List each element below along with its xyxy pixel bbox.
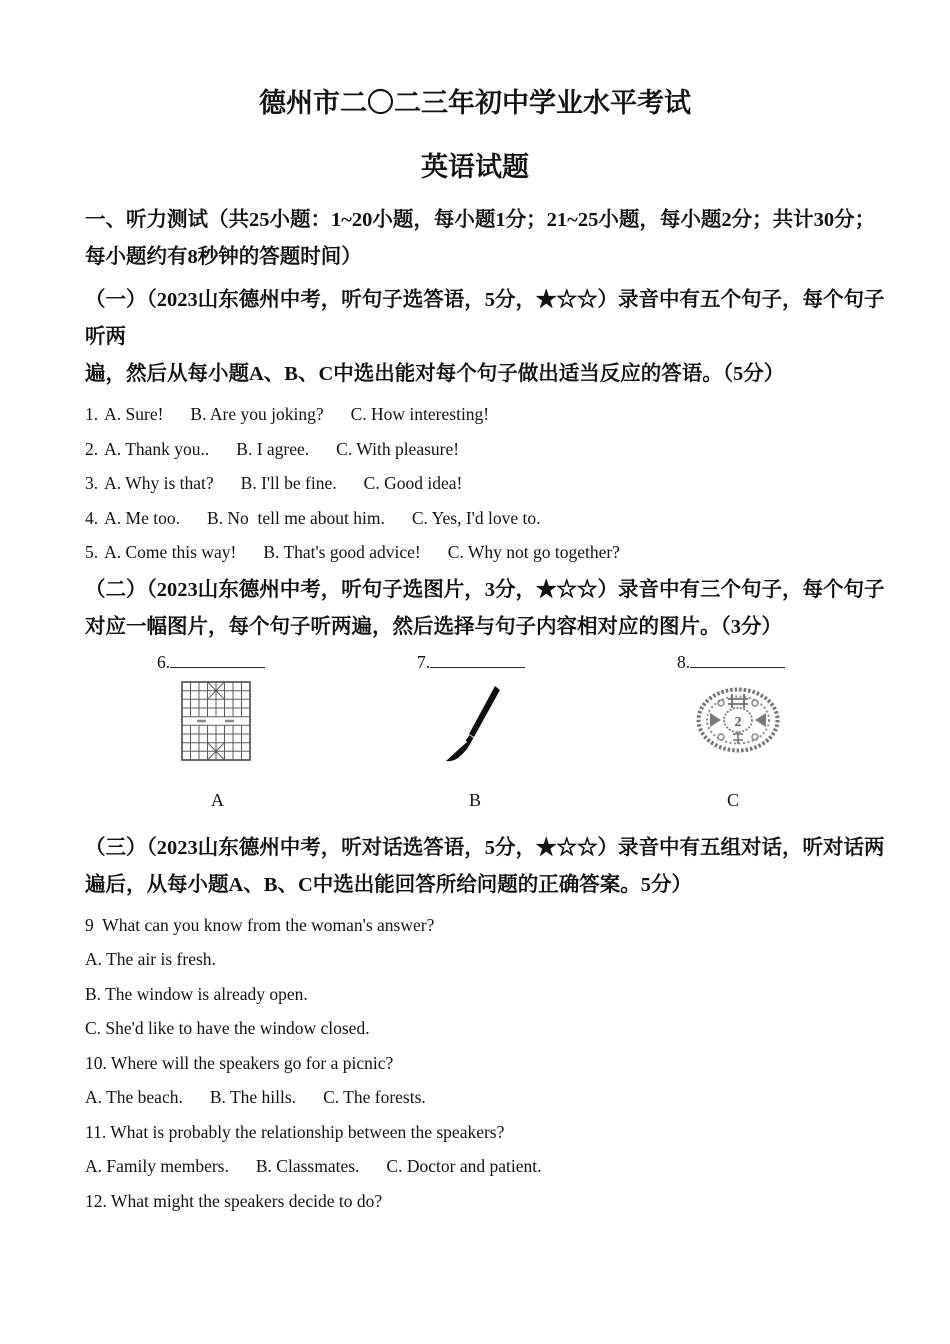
question-2-option-b: B. I agree.: [236, 438, 310, 459]
question-3-option-a: A. Why is that?: [104, 473, 214, 493]
question-4-number: 4.: [85, 507, 99, 528]
picture-label-a: A: [211, 789, 224, 810]
listening-heading-line1: 一、听力测试（共25小题：1~20小题，每小题1分；21~25小题，每小题2分；共计30分；: [85, 209, 876, 231]
question-4-option-a: A. Me too.: [104, 507, 180, 528]
question-11-option-c: C. Doctor and patient.: [386, 1156, 542, 1176]
question-5-row: [85, 535, 865, 570]
question-11-options-row: [85, 1149, 865, 1184]
picture-options-row: [85, 680, 865, 818]
question-10-option-a: A. The beach.: [85, 1087, 183, 1107]
picture-blanks-row: [85, 648, 865, 680]
part1-intro-line1: （一）（2023山东德州中考，听句子选答语，5分，★☆☆）录音中有五个句子，每个句子: [85, 289, 885, 311]
question-4-option-c: C. Yes, I'd love to.: [411, 507, 541, 528]
part3-intro-line2: 遍后，从每小题A、B、C中选出能回答所给问题的正确答案。5分）: [85, 873, 693, 896]
part2-intro-line1: （二）（2023山东德州中考，听句子选图片，3分，★☆☆）录音中有三个句子，每个句子: [85, 578, 885, 601]
question-11-option-b: B. Classmates.: [255, 1156, 360, 1176]
picture-label-b: B: [469, 789, 482, 810]
part1-intro-line2: 听两: [85, 326, 126, 348]
question-11-text: 11. What is probably the relationship between the speakers?: [85, 1121, 505, 1142]
question-9-option-a: A. The air is fresh.: [85, 949, 216, 969]
question-1-option-b: B. Are you joking?: [190, 404, 324, 424]
question-11-option-a: A. Family members.: [85, 1156, 229, 1176]
svg-text:2: 2: [734, 714, 742, 730]
question-5-number: 5.: [85, 542, 99, 562]
blank-6-line: [170, 652, 265, 668]
question-10-options-row: [85, 1080, 865, 1115]
question-10-option-b: B. The hills.: [209, 1087, 297, 1107]
question-3-option-b: B. I'll be fine.: [240, 473, 337, 493]
blank-7: [417, 648, 525, 676]
calligraphy-brush-image: [443, 684, 505, 766]
question-5-option-c: C. Why not go together?: [447, 542, 620, 562]
part1-intro-line3: 遍，然后从每小题A、B、C中选出能对每个句子做出适当反应的答语。（5分）: [85, 363, 785, 385]
question-2-option-c: C. With pleasure!: [336, 438, 460, 459]
question-1-number: 1.: [85, 404, 99, 424]
part3-intro-line1: （三）（2023山东德州中考，听对话选答语，5分，★☆☆）录音中有五组对话，听对话两: [85, 836, 885, 859]
question-3-option-c: C. Good idea!: [363, 473, 463, 493]
blank-7-label: 7.: [417, 651, 431, 672]
question-10-text: 10. Where will the speakers go for a picnic?: [85, 1052, 394, 1073]
listening-heading-line2: 每小题约有8秒钟的答题时间）: [85, 246, 362, 268]
question-1-option-a: A. Sure!: [104, 404, 164, 424]
question-4-row: [85, 501, 865, 536]
blank-8-line: [690, 652, 785, 668]
question-3-number: 3.: [85, 473, 99, 493]
part2-intro-line2: 对应一幅图片，每个句子听两遍，然后选择与句子内容相对应的图片。（3分）: [85, 615, 782, 638]
question-2-option-a: A. Thank you..: [104, 438, 210, 459]
question-2-number: 2.: [85, 438, 99, 459]
question-4-option-b: B. No tell me about him.: [206, 507, 385, 528]
xiangqi-chessboard-image: [180, 680, 254, 764]
question-9-text: 9 What can you know from the woman's answer?: [85, 914, 435, 935]
question-2-row: [85, 432, 865, 467]
round-papercut-image: [695, 686, 781, 754]
question-9-option-c: C. She'd like to have the window closed.: [85, 1018, 370, 1038]
blank-6: [157, 648, 265, 676]
question-9-option-b: B. The window is already open.: [85, 983, 308, 1004]
picture-label-c: C: [727, 789, 740, 810]
question-10-option-c: C. The forests.: [323, 1087, 426, 1107]
blank-8-label: 8.: [677, 651, 691, 672]
exam-subtitle: 英语试题: [421, 152, 529, 182]
blank-6-label: 6.: [157, 651, 171, 672]
question-1-option-c: C. How interesting!: [350, 404, 490, 424]
question-5-option-a: A. Come this way!: [104, 542, 237, 562]
question-12-text: 12. What might the speakers decide to do?: [85, 1190, 383, 1211]
blank-8: [677, 648, 785, 676]
question-1-row: [85, 397, 865, 432]
exam-title: 德州市二〇二三年初中学业水平考试: [259, 88, 691, 118]
question-5-option-b: B. That's good advice!: [263, 542, 421, 562]
question-3-row: [85, 466, 865, 501]
blank-7-line: [430, 652, 525, 668]
